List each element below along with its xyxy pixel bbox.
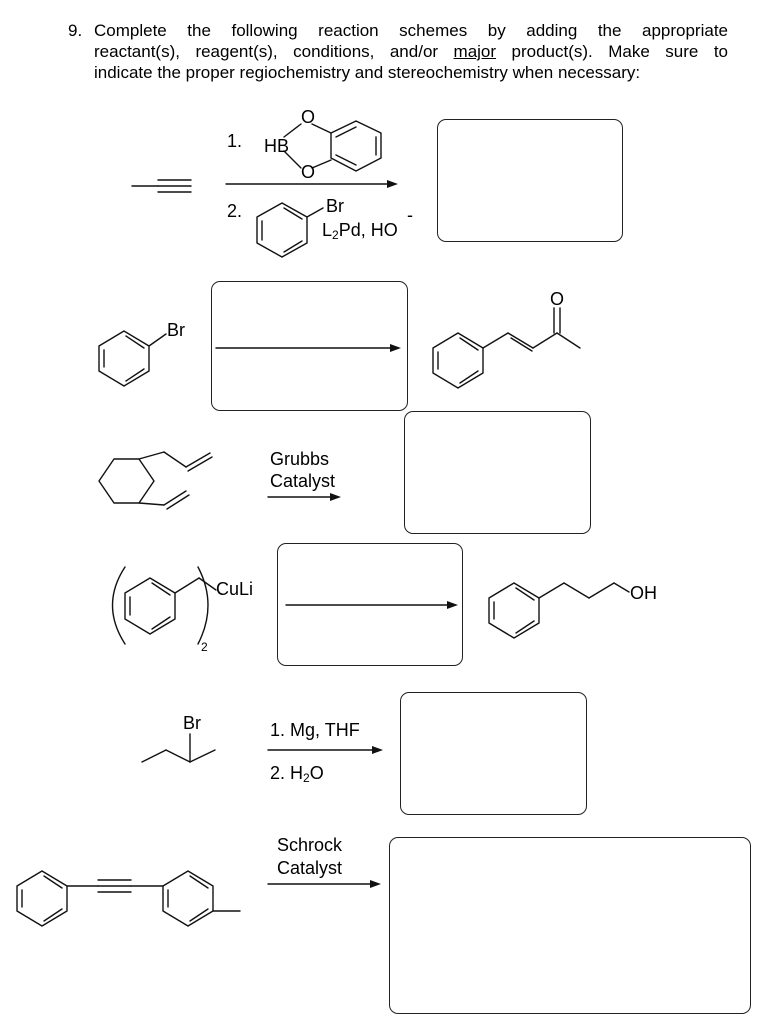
- bromobutane-br-label: Br: [183, 713, 201, 733]
- grubbs-line-1: Grubbs: [270, 449, 330, 469]
- question-line-2-part-b: product(s). Make sure to: [496, 42, 728, 61]
- schrock-line-2: Catalyst: [277, 858, 343, 878]
- hydroxide-charge: -: [407, 205, 413, 225]
- hydroxyl-label: OH: [630, 583, 657, 603]
- grignard-step-1: 1. Mg, THF: [270, 720, 360, 740]
- reagent-bromine-label: Br: [326, 196, 344, 216]
- question-number: 9.: [68, 21, 83, 40]
- schrock-line-1: Schrock: [277, 835, 343, 855]
- arrowhead-1: [387, 180, 398, 188]
- enone-product-structure: [433, 308, 580, 388]
- arrowhead-4: [447, 601, 458, 609]
- cuprate-count: 2: [201, 640, 208, 654]
- culi-label: CuLi: [216, 579, 254, 599]
- arrowhead-5: [372, 746, 383, 754]
- question-line-2-part-a: reactant(s), reagent(s), conditions, and/or: [94, 42, 454, 61]
- major-underlined: major: [453, 42, 497, 61]
- diarylalkyne-reactant-structure: [17, 871, 240, 926]
- catecholborane-structure: [284, 121, 381, 171]
- bromobenzene-reactant-structure: [99, 331, 166, 386]
- step-1-number: 1.: [227, 131, 243, 151]
- step-2-number: 2.: [227, 201, 243, 221]
- palladium-conditions: $L_2Pd$, HO: [322, 220, 398, 242]
- grubbs-line-2: Catalyst: [270, 471, 336, 491]
- arrowhead-2: [390, 344, 401, 352]
- alcohol-product-structure: [489, 583, 629, 638]
- grignard-step-2: 2. $H_2O$: [270, 763, 324, 785]
- bromobutane-reactant-structure: [142, 734, 215, 762]
- ketone-oxygen-label: O: [550, 289, 565, 309]
- question-line-1: Complete the following reaction schemes by adding the appropriate: [94, 21, 728, 40]
- bromobenzene-reagent-structure: [257, 203, 323, 257]
- bromobenzene-br-label: Br: [167, 320, 185, 340]
- diene-reactant-structure: [99, 452, 212, 509]
- question-line-3: indicate the proper regiochemistry and stereochemistry when necessary:: [94, 63, 641, 82]
- oxygen-bottom-label: O: [301, 162, 316, 182]
- propyne-structure: [132, 180, 191, 192]
- boron-label: HB: [264, 136, 290, 156]
- cuprate-reagent-structure: [113, 567, 217, 644]
- arrowhead-6: [370, 880, 381, 888]
- arrowhead-3: [330, 493, 341, 501]
- oxygen-top-label: O: [301, 107, 316, 127]
